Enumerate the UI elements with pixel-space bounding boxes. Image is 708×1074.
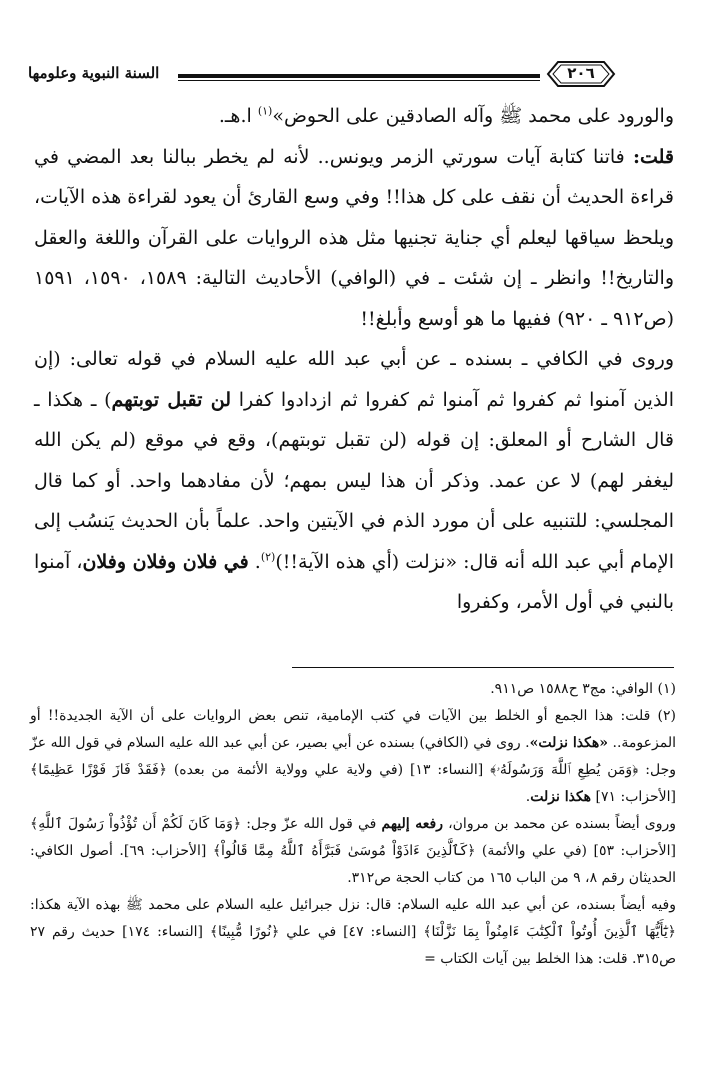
- footnote-2-text-a: (٢) قلت: هذا الجمع أو الخلط بين الآيات في كتب الإمامية، تنص بعض الروايات على أن الآية الجديدة!! أو المزعومة..: [30, 708, 676, 751]
- paragraph-1: [34, 96, 674, 137]
- footnotes: [30, 676, 676, 973]
- footnote-separator: [292, 667, 674, 668]
- paragraph-3-text-a: وروى في الكافي ـ بسنده ـ عن أبي عبد الله عليه السلام في قوله تعالى: (إن الذين آمنوا ثم كفروا ثم آمنوا ثم كفروا ثم ازدادوا كفرا: [34, 348, 674, 411]
- footnote-2-bold-2: هكذا نزلت: [530, 789, 592, 805]
- footnote-ref-1: (١): [257, 104, 273, 118]
- paragraph-2: [34, 137, 674, 340]
- footnote-2-text-b: . روى في (الكافي) بسنده عن أبي بصير، عن أبي عبد الله عليه السلام في قول الله عزّ وجل: ﴿وَمَن يُطِعِ ٱللَّهَ وَرَسُولَهُۥ﴾ [النساء: ١٣] (في ولاية علي وولاية الأئمة من بعده) ﴿فَقَدْ فَازَ فَوْزًا عَظِيمًا﴾ [الأحزاب: ٧١]: [30, 735, 676, 805]
- footnote-2-bold-1: «هكذا نزلت»: [529, 735, 608, 751]
- paragraph-3-text-c: .: [248, 550, 261, 573]
- paragraph-1-end: ا.هـ.: [218, 105, 258, 127]
- header-rule-thin: [178, 80, 540, 81]
- paragraph-3: [34, 339, 674, 623]
- paragraph-2-text: فاتنا كتابة آيات سورتي الزمر ويونس.. لأنه لم يخطر ببالنا بعد المضي في قراءة الحديث أن نقف على كل هذا!! وفي وسع القارئ أن يعود لقراءة هذه الآيات، ويلحظ سياقها ليعلم أي جناية تجنيها مثل هذه الروايات على القرآن واللغة والعقل والتاريخ!! وانظر ـ إن شئت ـ في (الوافي) الأحاديث التالية: ١٥٨٩، ١٥٩٠، ١٥٩١ (ص٩١٢ ـ ٩٢٠) ففيها ما هو أوسع وأبلغ!!: [34, 145, 675, 330]
- paragraph-3-text-b: ) ـ هكذا ـ قال الشارح أو المعلق: إن قوله (لن تقبل توبتهم)، وقع في موقع (لم يكن الله ليغفر لهم) لا عن عمد. وذكر أن هذا ليس بمهم؛ لأن مفادهما واحد. أو كما قال المجلسي: للتنبيه على أن مورد الذم في الآيتين واحد. علماً بأن الحديث يَنسُب إلى الإمام أبي عبد الله أنه قال: «نزلت (أي هذه الآية!!): [34, 388, 674, 573]
- paragraph-3-bold-1: لن تقبل توبتهم: [111, 388, 231, 411]
- page-number-ornament: [546, 58, 616, 90]
- running-title: السنة النبوية وعلومها: [28, 64, 160, 82]
- footnote-2: [30, 703, 676, 811]
- paragraph-2-label: قلت:: [632, 145, 674, 168]
- page-number: ٢٠٦: [567, 64, 595, 82]
- footnote-2-continued: [30, 811, 676, 892]
- main-text: [34, 96, 674, 623]
- footnote-3-text-b: في قول الله عزّ وجل: ﴿وَمَا كَانَ لَكُمْ أَن تُؤْذُواْ رَسُولَ ٱللَّهِ﴾ [الأحزاب: ٥٣] (في علي والأئمة) ﴿كَٱلَّذِينَ ءَاذَوْاْ مُوسَىٰ فَبَرَّأَهُ ٱللَّهُ مِمَّا قَالُواْ﴾ [الأحزاب: ٦٩]. أصول الكافي: الحديثان رقم ٨، ٩ من الباب ١٦٥ من كتاب الحجة ص٣١٢.: [30, 816, 676, 886]
- footnote-1: (١) الوافي: مج٣ ح١٥٨٨ ص٩١١.: [490, 681, 676, 697]
- footnote-3-bold: رفعه إليهم: [381, 816, 443, 832]
- paragraph-3-text-d: ، آمنوا بالنبي في أول الأمر، وكفروا: [34, 550, 674, 613]
- paragraph-1-text: والورود على محمد ﷺ وآله الصادقين على الحوض»: [272, 105, 674, 127]
- header-rule: [178, 74, 540, 78]
- footnote-3-text-a: وروى أيضاً بسنده عن محمد بن مروان،: [442, 816, 676, 832]
- footnote-2-text-c: .: [525, 789, 531, 805]
- footnote-ref-2: (٢): [260, 550, 276, 564]
- paragraph-3-bold-2: في فلان وفلان وفلان: [82, 550, 249, 573]
- footnote-2-continued-2: وفيه أيضاً بسنده، عن أبي عبد الله عليه السلام: قال: نزل جبرائيل عليه السلام على محمد ﷺ بهذه الآية هكذا: ﴿يَٰٓأَيُّهَا ٱلَّذِينَ أُوتُواْ ٱلْكِتَٰبَ ءَامِنُواْ بِمَا نَزَّلْنَا﴾ [النساء: ٤٧] في علي ﴿نُورًا مُّبِينًا﴾ [النساء: ١٧٤] حديث رقم ٢٧ ص٣١٥. قلت: هذا الخلط بين آيات الكتاب =: [30, 897, 676, 967]
- page-header: [28, 56, 680, 96]
